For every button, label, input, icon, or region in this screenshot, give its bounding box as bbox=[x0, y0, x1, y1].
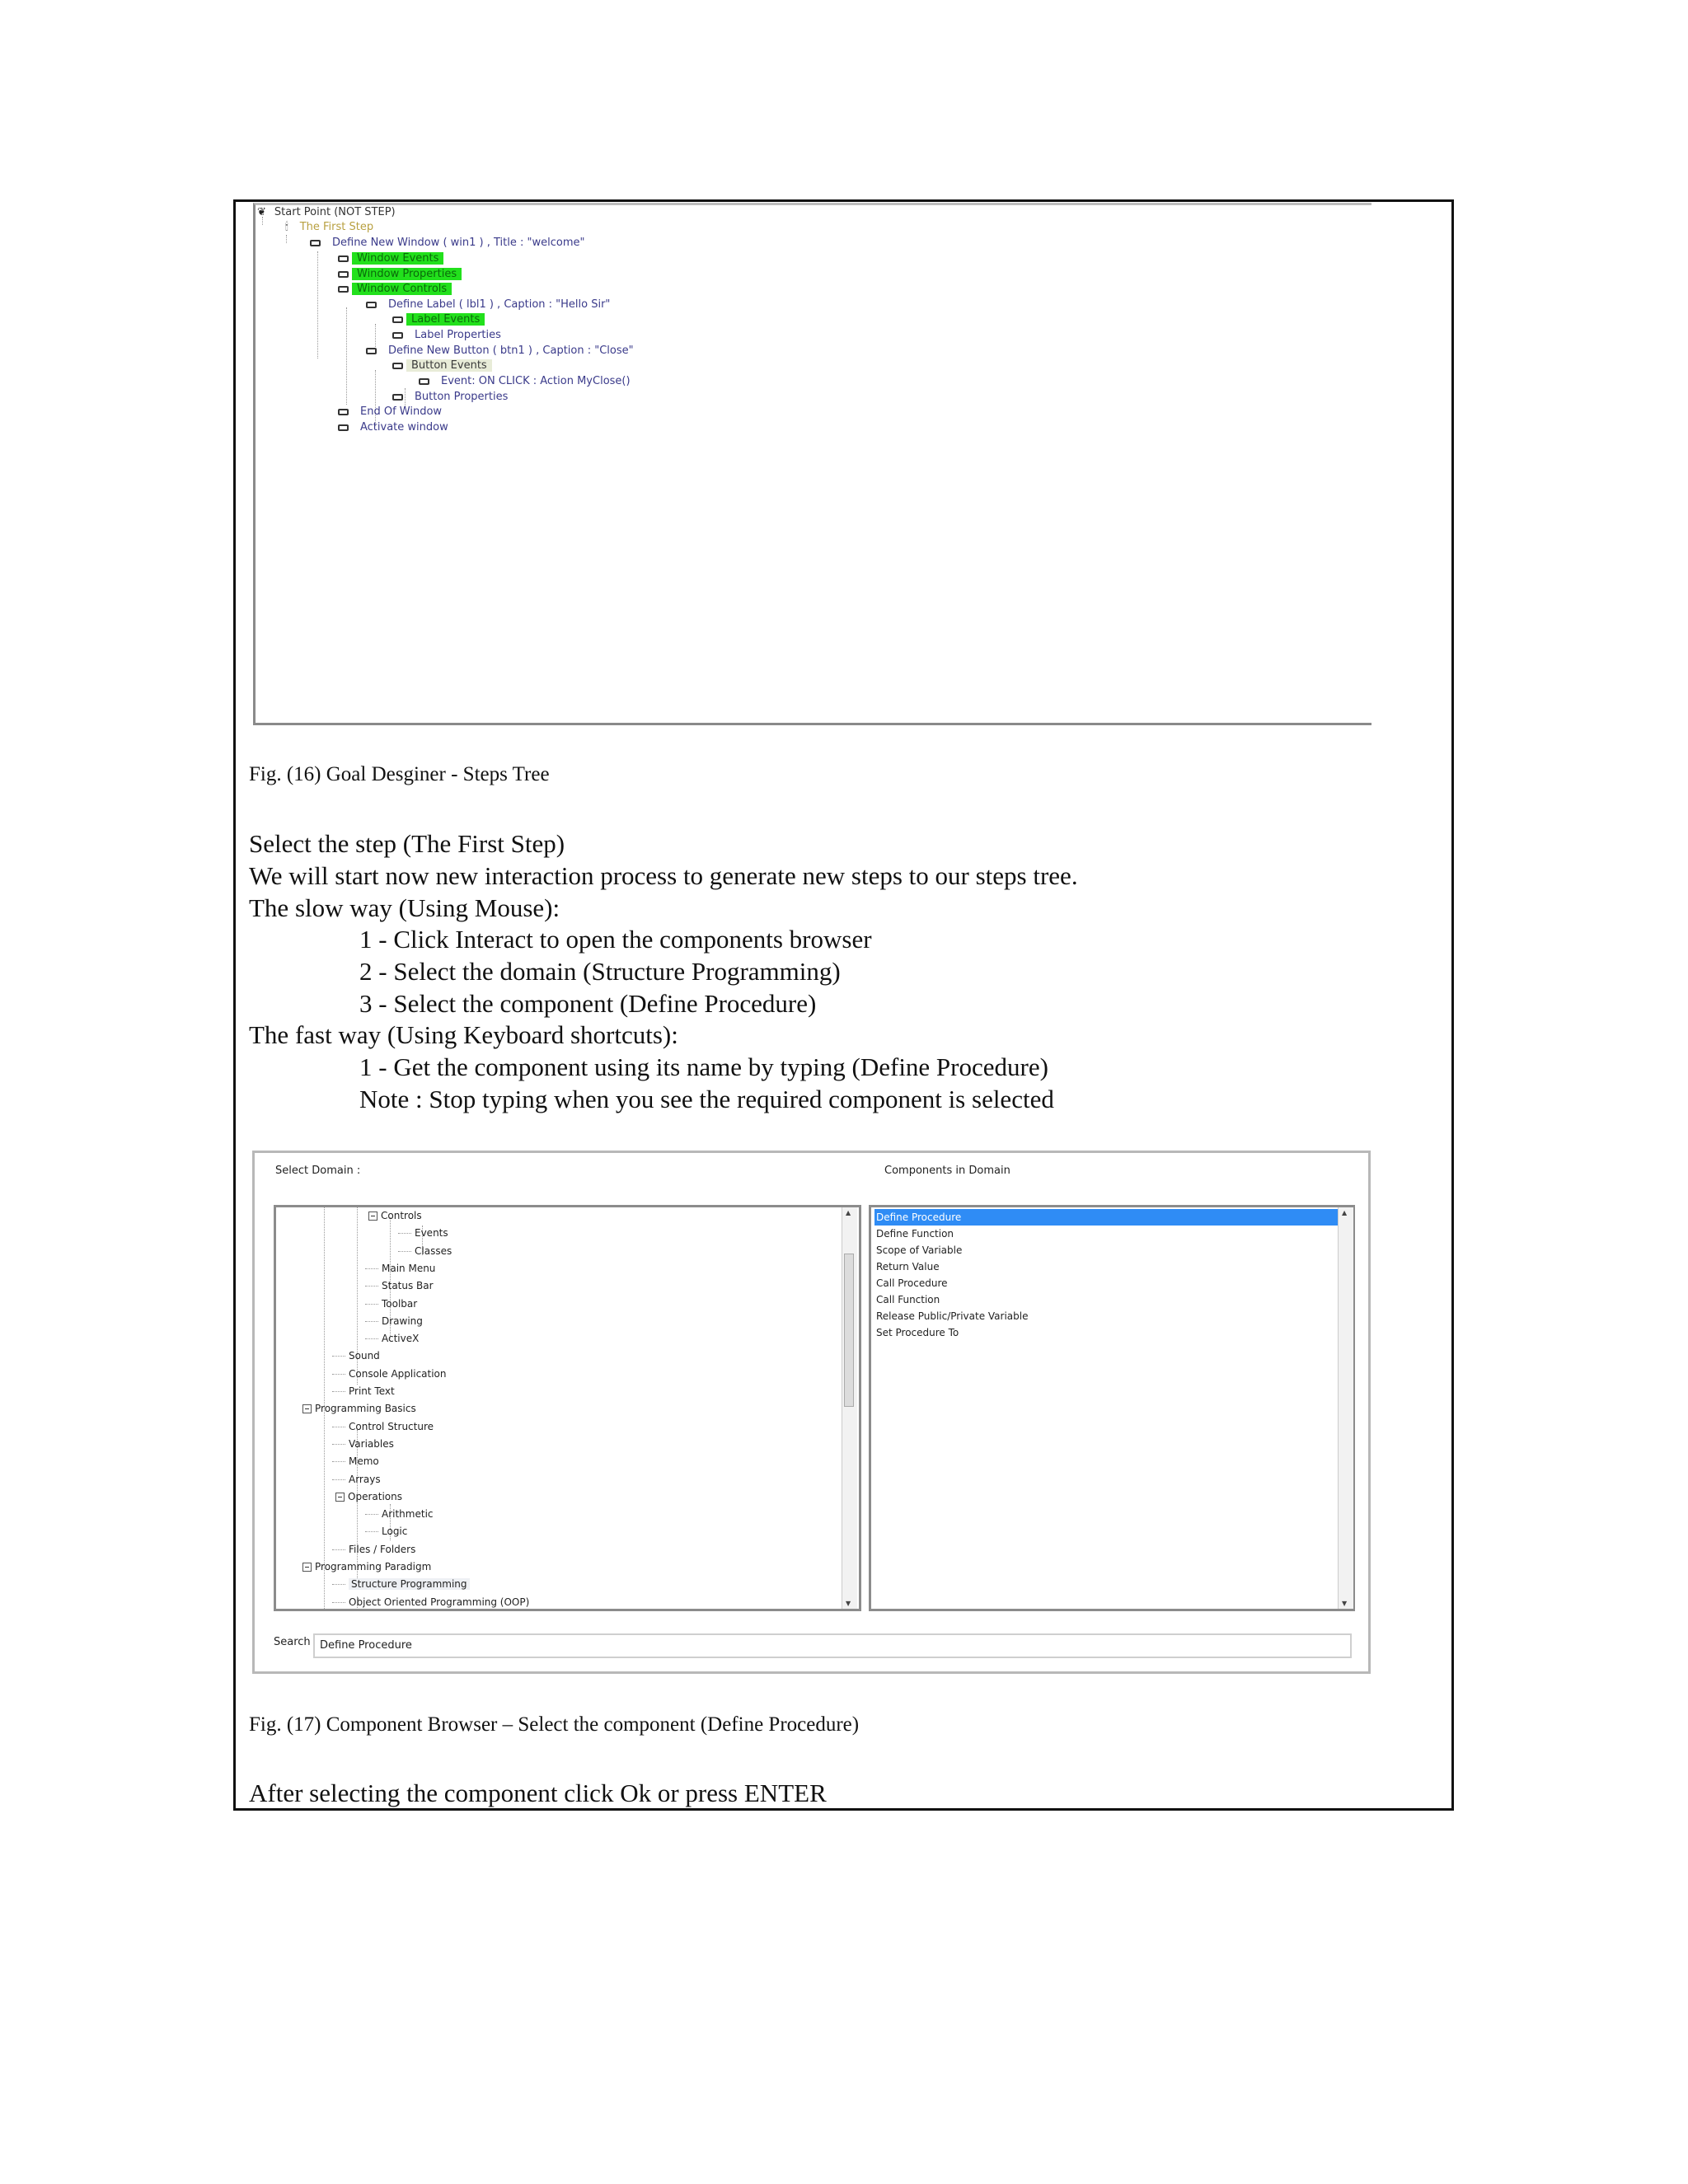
paragraph-slow-way: The slow way (Using Mouse): bbox=[249, 893, 560, 922]
tree-item-label-events[interactable]: Label Events bbox=[392, 312, 485, 327]
tree-item-window-properties[interactable]: Window Properties bbox=[338, 267, 462, 282]
paragraph-select-step: Select the step (The First Step) bbox=[249, 829, 565, 858]
domain-tree-label: Classes bbox=[415, 1244, 452, 1257]
component-item[interactable]: Set Procedure To bbox=[876, 1327, 959, 1338]
node-icon bbox=[392, 316, 403, 323]
tree-connector bbox=[332, 1444, 345, 1445]
tree-root[interactable]: ❦ Start Point (NOT STEP) bbox=[257, 206, 396, 218]
domain-tree-item[interactable] bbox=[332, 1420, 434, 1433]
domain-tree-item[interactable] bbox=[365, 1315, 423, 1328]
scroll-down-icon[interactable]: ▼ bbox=[846, 1600, 851, 1607]
component-item-selected[interactable]: Define Procedure bbox=[874, 1209, 1338, 1226]
domain-tree-item[interactable] bbox=[302, 1560, 431, 1573]
domain-tree-label: Programming Basics bbox=[315, 1403, 416, 1415]
component-item[interactable]: Release Public/Private Variable bbox=[876, 1310, 1029, 1322]
domain-tree-label: ActiveX bbox=[382, 1333, 420, 1345]
node-icon bbox=[310, 240, 321, 246]
tree-step-first[interactable]: 🕯 The First Step bbox=[285, 221, 374, 233]
scroll-up-icon[interactable]: ▲ bbox=[1342, 1209, 1348, 1216]
domain-tree-label: Object Oriented Programming (OOP) bbox=[349, 1596, 530, 1608]
slow-step-1: 1 - Click Interact to open the components browser bbox=[359, 925, 872, 954]
search-label: Search bbox=[274, 1636, 311, 1648]
search-input[interactable]: Define Procedure bbox=[313, 1633, 1352, 1658]
collapse-icon[interactable] bbox=[335, 1493, 345, 1502]
fig16-caption: Fig. (16) Goal Desginer - Steps Tree bbox=[249, 763, 550, 785]
domain-tree-label: Drawing bbox=[382, 1315, 423, 1327]
tree-connector bbox=[332, 1374, 345, 1375]
tree-connector bbox=[365, 1268, 378, 1269]
closing-paragraph: After selecting the component click Ok or press ENTER bbox=[249, 1779, 827, 1807]
domain-tree-item[interactable] bbox=[332, 1349, 380, 1362]
node-icon bbox=[338, 286, 349, 293]
tree-connector bbox=[398, 1251, 411, 1252]
components-scrollbar[interactable] bbox=[1338, 1207, 1353, 1609]
fig17-caption: Fig. (17) Component Browser – Select the component (Define Procedure) bbox=[249, 1713, 860, 1736]
domain-tree-label: Operations bbox=[348, 1490, 402, 1502]
domain-tree-item[interactable] bbox=[332, 1385, 395, 1398]
domain-tree-item[interactable] bbox=[332, 1367, 447, 1380]
domain-tree-label: Toolbar bbox=[382, 1297, 418, 1310]
scroll-up-icon[interactable]: ▲ bbox=[846, 1209, 851, 1216]
domain-tree-label: Control Structure bbox=[349, 1420, 434, 1432]
domain-tree-label: Status Bar bbox=[382, 1280, 434, 1292]
domain-tree-label: Memo bbox=[349, 1455, 379, 1468]
tree-item-button-properties[interactable]: Button Properties bbox=[392, 390, 508, 405]
domain-tree-item[interactable] bbox=[365, 1279, 434, 1292]
component-item[interactable]: Define Function bbox=[876, 1228, 954, 1240]
domain-tree-item[interactable] bbox=[332, 1437, 394, 1451]
collapse-icon[interactable] bbox=[302, 1563, 312, 1572]
domain-tree-label: Main Menu bbox=[382, 1262, 436, 1274]
node-icon bbox=[338, 424, 349, 431]
tree-item-define-label[interactable]: Define Label ( lbl1 ) , Caption : "Hello Sir" bbox=[366, 298, 610, 312]
select-domain-label: Select Domain : bbox=[275, 1165, 361, 1177]
steps-tree-panel bbox=[253, 203, 1372, 725]
domain-tree-item[interactable] bbox=[365, 1332, 419, 1345]
node-icon bbox=[392, 363, 403, 369]
component-item[interactable]: Return Value bbox=[876, 1261, 940, 1272]
domain-tree-item[interactable] bbox=[365, 1297, 417, 1310]
tree-connector bbox=[332, 1549, 345, 1550]
slow-step-3: 3 - Select the component (Define Procedure) bbox=[359, 989, 817, 1018]
domain-tree-panel[interactable] bbox=[274, 1205, 861, 1611]
node-icon bbox=[366, 302, 377, 308]
domain-scrollbar[interactable] bbox=[842, 1207, 857, 1609]
paragraph-intro: We will start now new interaction process to generate new steps to our steps tree. bbox=[249, 861, 1078, 890]
domain-tree-label: Controls bbox=[381, 1210, 422, 1221]
tree-connector bbox=[365, 1304, 378, 1305]
domain-tree-item[interactable] bbox=[368, 1209, 422, 1222]
domain-tree-label: Events bbox=[415, 1227, 448, 1240]
slow-step-2: 2 - Select the domain (Structure Programming) bbox=[359, 957, 841, 986]
tree-connector bbox=[332, 1356, 345, 1357]
tree-item-define-window[interactable]: Define New Window ( win1 ) , Title : "welcome" bbox=[310, 236, 584, 251]
domain-tree-item[interactable] bbox=[398, 1226, 448, 1240]
node-icon bbox=[392, 332, 403, 339]
domain-tree-item[interactable] bbox=[302, 1402, 416, 1415]
domain-tree-list bbox=[276, 1207, 842, 1609]
domain-tree-item[interactable] bbox=[332, 1596, 529, 1609]
fast-step-note: Note : Stop typing when you see the required component is selected bbox=[359, 1085, 1054, 1113]
components-panel[interactable] bbox=[869, 1205, 1355, 1611]
tree-item-window-controls[interactable]: Window Controls bbox=[338, 282, 452, 297]
fast-step-1: 1 - Get the component using its name by typing (Define Procedure) bbox=[359, 1052, 1048, 1081]
node-icon bbox=[392, 394, 403, 401]
start-point-icon: ❦ bbox=[257, 206, 266, 218]
tree-item-end-window[interactable]: End Of Window bbox=[338, 405, 442, 419]
node-icon bbox=[338, 255, 349, 262]
domain-scroll-thumb[interactable] bbox=[844, 1254, 854, 1407]
tree-connector bbox=[365, 1338, 378, 1339]
domain-tree-label: Print Text bbox=[349, 1385, 395, 1397]
tree-connector bbox=[332, 1391, 345, 1392]
tree-item-define-button[interactable]: Define New Button ( btn1 ) , Caption : "Close" bbox=[366, 344, 634, 359]
collapse-icon[interactable] bbox=[302, 1404, 312, 1413]
scroll-down-icon[interactable]: ▼ bbox=[1342, 1600, 1348, 1607]
domain-tree-item[interactable] bbox=[365, 1262, 435, 1275]
tree-connector bbox=[332, 1479, 345, 1480]
tree-connector bbox=[332, 1461, 345, 1462]
tree-connector bbox=[365, 1531, 378, 1532]
tree-connector bbox=[365, 1321, 378, 1322]
component-item[interactable]: Scope of Variable bbox=[876, 1244, 963, 1256]
tree-connector bbox=[398, 1233, 411, 1234]
paragraph-fast-way: The fast way (Using Keyboard shortcuts): bbox=[249, 1020, 678, 1049]
domain-tree-item[interactable] bbox=[365, 1525, 407, 1538]
domain-tree-item[interactable] bbox=[398, 1244, 452, 1258]
domain-tree-item[interactable] bbox=[332, 1577, 470, 1591]
domain-tree-label: Programming Paradigm bbox=[315, 1561, 432, 1572]
domain-tree-item[interactable] bbox=[332, 1543, 415, 1556]
step-icon: 🕯 bbox=[285, 221, 288, 233]
domain-tree-label: Sound bbox=[349, 1350, 380, 1362]
tree-item-button-events[interactable]: Button Events bbox=[392, 359, 492, 373]
domain-tree-item[interactable] bbox=[335, 1490, 402, 1503]
component-browser bbox=[252, 1151, 1371, 1674]
tree-item-window-events[interactable]: Window Events bbox=[338, 251, 443, 266]
component-item[interactable]: Call Procedure bbox=[876, 1277, 948, 1289]
node-icon bbox=[366, 348, 377, 354]
components-label: Components in Domain bbox=[884, 1165, 1010, 1177]
domain-tree-label: Arithmetic bbox=[382, 1508, 434, 1521]
domain-tree-label: Logic bbox=[382, 1526, 408, 1538]
collapse-icon[interactable] bbox=[368, 1212, 377, 1221]
node-icon bbox=[338, 409, 349, 415]
domain-tree-label: Files / Folders bbox=[349, 1543, 416, 1555]
tree-item-event-onclick[interactable]: Event: ON CLICK : Action MyClose() bbox=[419, 374, 631, 389]
domain-tree-item[interactable] bbox=[332, 1473, 381, 1486]
node-icon bbox=[419, 378, 429, 385]
domain-tree-label: Arrays bbox=[349, 1473, 381, 1485]
domain-tree-item[interactable] bbox=[365, 1507, 434, 1521]
domain-tree-label: Structure Programming bbox=[349, 1578, 470, 1590]
tree-connector bbox=[332, 1602, 345, 1603]
tree-connector bbox=[332, 1584, 345, 1585]
tree-connector bbox=[365, 1514, 378, 1515]
node-icon bbox=[338, 271, 349, 278]
domain-tree-label: Console Application bbox=[349, 1367, 447, 1380]
tree-item-label-properties[interactable]: Label Properties bbox=[392, 328, 501, 343]
component-item[interactable]: Call Function bbox=[876, 1294, 940, 1305]
domain-tree-item[interactable] bbox=[332, 1455, 379, 1468]
domain-tree-label: Variables bbox=[349, 1437, 394, 1450]
tree-item-activate-window[interactable]: Activate window bbox=[338, 420, 448, 435]
